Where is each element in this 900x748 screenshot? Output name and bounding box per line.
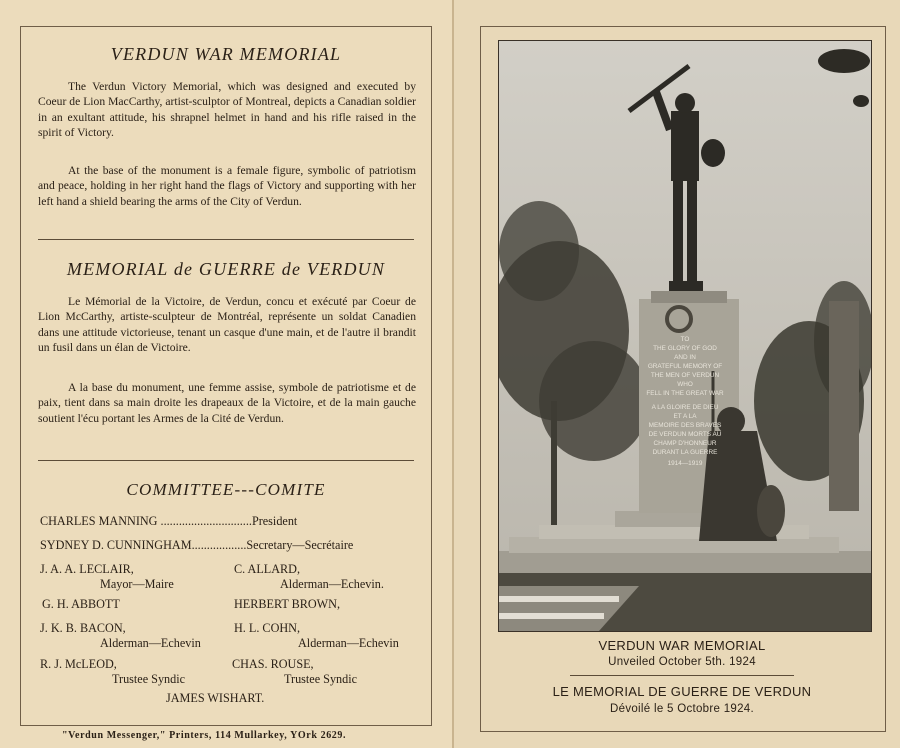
committee-member: HERBERT BROWN, <box>234 597 341 611</box>
committee-member: J. K. B. BACON, Alderman—Echevin <box>40 621 201 650</box>
svg-text:CHAMP D'HONNEUR: CHAMP D'HONNEUR <box>653 440 717 447</box>
committee-member: CHAS. ROUSE, Trustee Syndic <box>232 657 358 686</box>
committee-member: SYDNEY D. CUNNINGHAM..................Secretary—Secrétaire <box>40 538 354 552</box>
caption-divider <box>570 675 794 676</box>
caption-english-title: VERDUN WAR MEMORIAL <box>598 638 766 653</box>
svg-text:THE MEN OF VERDUN: THE MEN OF VERDUN <box>650 372 720 379</box>
french-paragraph-2: A la base du monument, une femme assise, symbole de patriotisme et de paix, tient dans sa main droite les drapeaux de la Victoire, et de la main gauche soutient l'écu portant les Armes de la Cité de Verdun. <box>38 381 416 425</box>
memorial-photo-illustration <box>499 41 871 631</box>
committee-member: J. A. A. LECLAIR, Mayor—Maire <box>40 562 174 591</box>
svg-text:DURANT LA GUERRE: DURANT LA GUERRE <box>652 449 718 456</box>
committee-title: COMMITTEE---COMITE <box>126 480 326 499</box>
committee-member: C. ALLARD, Alderman—Echevin. <box>234 562 384 591</box>
english-paragraph-2: At the base of the monument is a female figure, symbolic of patriotism and peace, holding in her right hand the flags of Victory and supporting with her left hand a shield bearing the arms of the City of Verdun. <box>38 164 416 208</box>
printer-footer: "Verdun Messenger," Printers, 114 Mullarkey, YOrk 2629. <box>62 730 347 741</box>
caption-french-title: LE MEMORIAL DE GUERRE DE VERDUN <box>552 684 812 699</box>
svg-text:ET A LA: ET A LA <box>673 413 697 420</box>
svg-text:1914—1919: 1914—1919 <box>667 460 703 467</box>
caption-english-date: Unveiled October 5th. 1924 <box>608 656 756 668</box>
svg-text:MEMOIRE DES BRAVES: MEMOIRE DES BRAVES <box>648 422 722 429</box>
svg-text:WHO: WHO <box>677 381 693 388</box>
caption-french-date: Dévoilé le 5 Octobre 1924. <box>610 703 754 715</box>
memorial-photograph <box>498 40 872 632</box>
english-paragraph-1: The Verdun Victory Memorial, which was designed and executed by Coeur de Lion MacCarthy, artist-sculptor of Montreal, depicts a Canadian soldier in an exultant attitude, his shrapnel helmet in hand and his rifle raised in the spirit of Victory. <box>38 80 416 139</box>
committee-member: G. H. ABBOTT <box>42 597 120 611</box>
svg-text:DE VERDUN MORTS AU: DE VERDUN MORTS AU <box>648 431 722 438</box>
svg-text:GRATEFUL MEMORY OF: GRATEFUL MEMORY OF <box>647 363 723 370</box>
french-paragraph-1: Le Mémorial de la Victoire, de Verdun, concu et exécuté par Coeur de Lion McCarthy, artiste-sculpteur de Montréal, représente un soldat Canadien dans une attitude victorieuse, tenant un casque d'une main, et de l'autre il brandit un fusil dans un élan de Victoire. <box>38 295 416 354</box>
divider-1 <box>38 239 414 240</box>
divider-2 <box>38 460 414 461</box>
svg-text:FELL IN THE GREAT WAR: FELL IN THE GREAT WAR <box>646 390 724 397</box>
svg-text:AND IN: AND IN <box>674 354 696 361</box>
svg-text:TO: TO <box>680 336 690 343</box>
svg-text:THE GLORY OF GOD: THE GLORY OF GOD <box>653 345 717 352</box>
svg-text:A LA GLOIRE DE DIEU: A LA GLOIRE DE DIEU <box>651 404 719 411</box>
right-page <box>454 0 900 748</box>
french-title: MEMORIAL de GUERRE de VERDUN <box>66 259 386 279</box>
committee-member: CHARLES MANNING ..............................President <box>40 514 298 528</box>
committee-member: JAMES WISHART. <box>166 691 265 705</box>
committee-member: R. J. McLEOD, Trustee Syndic <box>40 657 186 686</box>
committee-member: H. L. COHN, Alderman—Echevin <box>234 621 399 650</box>
english-title: VERDUN WAR MEMORIAL <box>110 44 342 64</box>
